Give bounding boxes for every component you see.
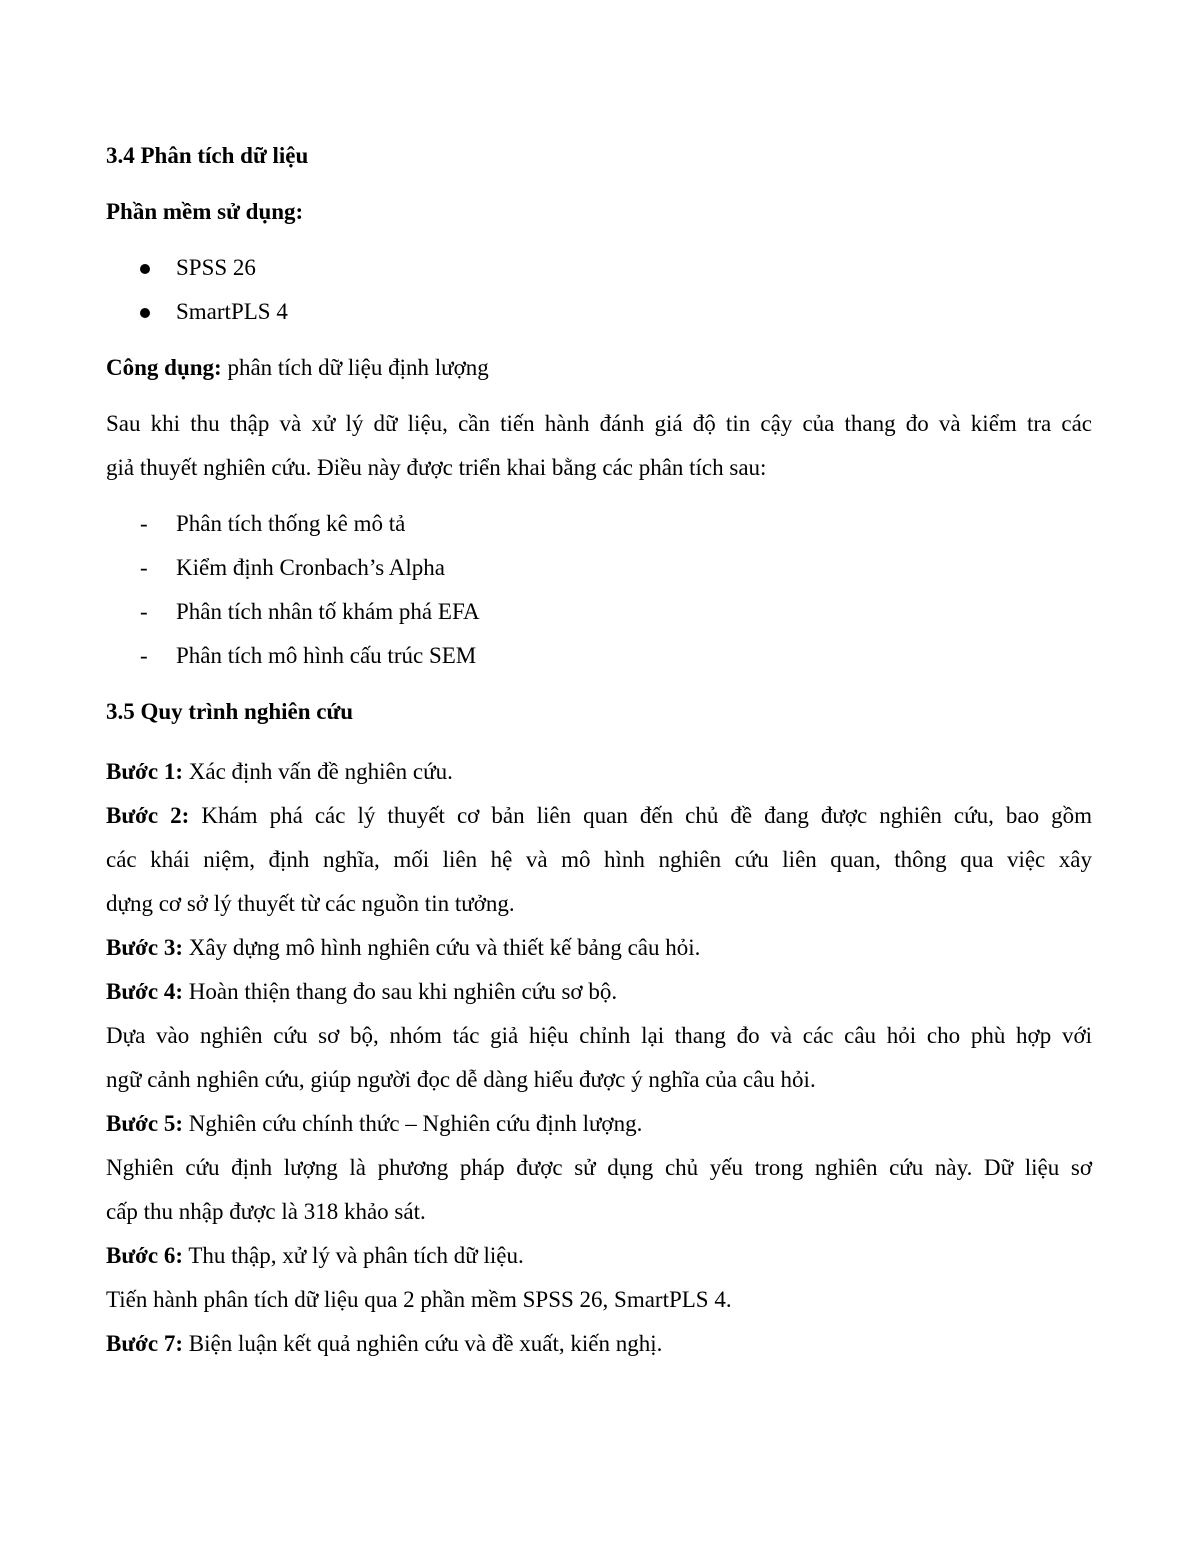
intro-line-1: Sau khi thu thập và xử lý dữ liệu, cần tiến hành đánh giá độ tin cậy của thang đo và kiểm tra các bbox=[106, 411, 1092, 436]
step-text: Nghiên cứu chính thức – Nghiên cứu định lượng. bbox=[183, 1111, 643, 1136]
step-text: Thu thập, xử lý và phân tích dữ liệu. bbox=[183, 1243, 524, 1268]
analysis-item: Phân tích thống kê mô tả bbox=[176, 511, 406, 536]
step-6 bbox=[106, 1243, 524, 1269]
dash-bullet-icon: - bbox=[140, 555, 148, 580]
dash-bullet-icon: - bbox=[140, 511, 148, 536]
step-5 bbox=[106, 1111, 642, 1137]
software-item-spss: SPSS 26 bbox=[176, 255, 256, 280]
step-label: Bước 6: bbox=[106, 1243, 183, 1268]
step-text: Xác định vấn đề nghiên cứu. bbox=[183, 759, 453, 784]
step-5-note-line-1: Nghiên cứu định lượng là phương pháp được sử dụng chủ yếu trong nghiên cứu này. Dữ liệu sơ bbox=[106, 1155, 1092, 1180]
step-7 bbox=[106, 1331, 662, 1357]
step-4-note-line-2: ngữ cảnh nghiên cứu, giúp người đọc dễ dàng hiểu được ý nghĩa của câu hỏi. bbox=[106, 1067, 816, 1092]
step-5-note-line-2: cấp thu nhập được là 318 khảo sát. bbox=[106, 1199, 426, 1224]
step-label: Bước 3: bbox=[106, 935, 183, 960]
bullet-icon bbox=[140, 264, 150, 274]
software-item-smartpls: SmartPLS 4 bbox=[176, 299, 288, 324]
step-2-line-1 bbox=[106, 803, 1092, 829]
intro-line-2: giả thuyết nghiên cứu. Điều này được triển khai bằng các phân tích sau: bbox=[106, 455, 767, 480]
purpose-line bbox=[106, 355, 489, 381]
step-label: Bước 7: bbox=[106, 1331, 183, 1356]
analysis-item: Phân tích mô hình cấu trúc SEM bbox=[176, 643, 477, 668]
step-label: Bước 5: bbox=[106, 1111, 183, 1136]
dash-bullet-icon: - bbox=[140, 643, 148, 668]
step-1 bbox=[106, 759, 453, 785]
purpose-label: Công dụng: bbox=[106, 355, 222, 380]
step-label: Bước 1: bbox=[106, 759, 183, 784]
step-text: Khám phá các lý thuyết cơ bản liên quan đến chủ đề đang được nghiên cứu, bao gồm bbox=[189, 803, 1092, 828]
software-label: Phần mềm sử dụng: bbox=[106, 199, 304, 224]
step-label: Bước 4: bbox=[106, 979, 183, 1004]
step-4-note-line-1: Dựa vào nghiên cứu sơ bộ, nhóm tác giả hiệu chỉnh lại thang đo và các câu hỏi cho phù hợp với bbox=[106, 1023, 1092, 1048]
section-3-4-heading: 3.4 Phân tích dữ liệu bbox=[106, 143, 309, 168]
analysis-item: Phân tích nhân tố khám phá EFA bbox=[176, 599, 480, 624]
step-2-line-2: các khái niệm, định nghĩa, mối liên hệ và mô hình nghiên cứu liên quan, thông qua việc xây bbox=[106, 847, 1092, 872]
step-text: Xây dựng mô hình nghiên cứu và thiết kế bảng câu hỏi. bbox=[183, 935, 701, 960]
analysis-item: Kiểm định Cronbach’s Alpha bbox=[176, 555, 445, 580]
step-4 bbox=[106, 979, 617, 1005]
purpose-text: phân tích dữ liệu định lượng bbox=[221, 355, 489, 380]
step-2-line-3: dựng cơ sở lý thuyết từ các nguồn tin tưởng. bbox=[106, 891, 515, 916]
bullet-icon bbox=[140, 308, 150, 318]
step-label: Bước 2: bbox=[106, 803, 190, 828]
step-text: Hoàn thiện thang đo sau khi nghiên cứu sơ bộ. bbox=[183, 979, 618, 1004]
dash-bullet-icon: - bbox=[140, 599, 148, 624]
step-3 bbox=[106, 935, 700, 961]
step-6-note: Tiến hành phân tích dữ liệu qua 2 phần mềm SPSS 26, SmartPLS 4. bbox=[106, 1287, 732, 1312]
step-text: Biện luận kết quả nghiên cứu và đề xuất, kiến nghị. bbox=[183, 1331, 663, 1356]
section-3-5-heading: 3.5 Quy trình nghiên cứu bbox=[106, 699, 354, 724]
